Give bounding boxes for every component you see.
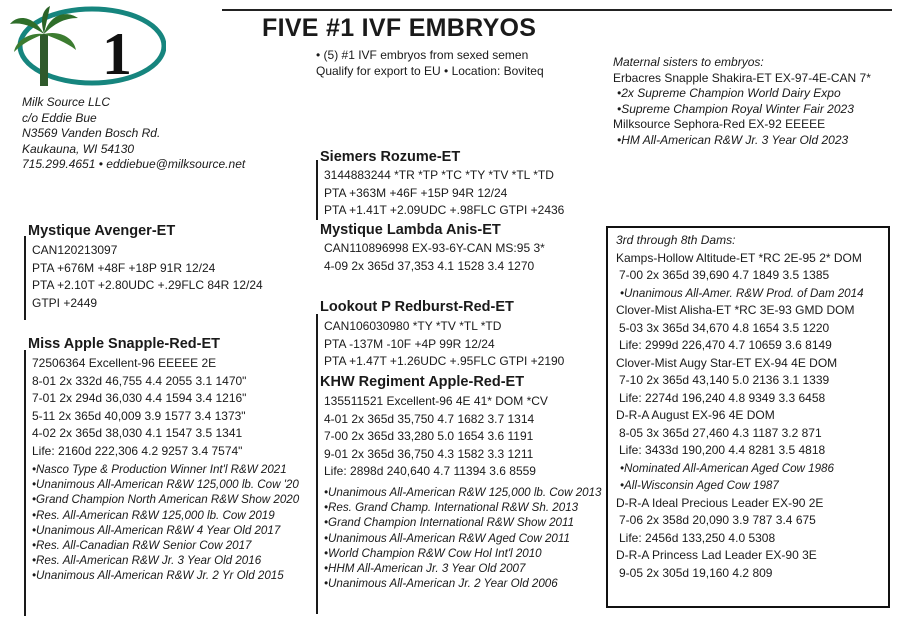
dam-3-name: Clover-Mist Augy Star-ET EX-94 4E DOM (616, 355, 838, 370)
redburst-name: Lookout P Redburst-Red-ET (320, 299, 514, 315)
dams-heading: 3rd through 8th Dams: (616, 233, 736, 247)
anis-details: CAN110896998 EX-93-6Y-CAN MS:95 3* 4-09 2x 365d 37,353 4.1 1528 3.4 1270 (324, 241, 545, 273)
snapple-awards: •Nasco Type & Production Winner Int'l R&W 2021 •Unanimous All-American R&W 125,000 lb. Cow '20 •Grand Champion North American R&W Show 2020 •Res. All-American R&W 125,000 lb. Cow 2019 •Unanimous All-American R&W 4 Year Old 2017 •Res. All-Canadian R&W Senior Cow 2017 •Res. All-American R&W Jr. 3 Year Old 2016 •Unanimous All-American R&W Jr. 2 Yr Old 2015 (32, 463, 300, 583)
regiment-records: 135511521 Excellent-96 4E 41* DOM *CV 4-01 2x 365d 35,750 4.7 1682 3.7 1314 7-00 2x 365d 33,280 5.0 1654 3.6 1191 9-01 2x 365d 36,750 4.3 1582 3.3 1211 Life: 2898d 240,640 4.7 11394 3.6 8559 (324, 394, 548, 478)
dams-list: 3rd through 8th Dams: Kamps-Hollow Altitude-ET *RC 2E-95 2* DOM 7-00 2x 365d 39,690 4.7 1849 3.5 1385 •Unanimous All-Amer. R&W Prod. of Dam 2014 Clover-Mist Alisha-ET *RC 3E-93 GMD DOM 5-03 3x 365d 34,670 4.8 1654 3.5 1220 Life: 2999d 226,470 4.7 10659 3.6 8149 Clover-Mist Augy Star-ET EX-94 4E DOM 7-10 2x 365d 43,140 5.0 2136 3.1 1339 Life: 2274d 196,240 4.8 9349 3.3 6458 D-R-A August EX-96 4E DOM 8-05 3x 365d 27,460 4.3 1187 3.2 871 Life: 3433d 190,200 4.4 8281 3.5 4818 •Nominated All-American Aged Cow 1986 •All-Wisconsin Aged Cow 1987 D-R-A Ideal Precious Leader EX-90 2E 7-06 2x 358d 20,090 3.9 787 3.4 675 Life: 2456d 133,250 4.0 5308 D-R-A Princess Lad Leader EX-90 3E 9-05 2x 305d 19,160 4.2 809 (616, 233, 864, 580)
maternal-sister-1: Erbacres Snapple Shakira-ET EX-97-4E-CAN 7* (613, 70, 871, 85)
contact-street: N3569 Vanden Bosch Rd. (22, 126, 161, 140)
maternal-heading: Maternal sisters to embryos: (613, 55, 764, 69)
header-rule (222, 9, 892, 11)
intro-block: • (5) #1 IVF embryos from sexed semen Qualify for export to EU • Location: Boviteq (316, 48, 544, 78)
rozume-details: 3144883244 *TR *TP *TC *TY *TV *TL *TD PTA +363M +46F +15P 94R 12/24 PTA +1.41T +2.09UDC +.98FLC GTPI +2436 (324, 168, 565, 217)
dam-2-name: Clover-Mist Alisha-ET *RC 3E-93 GMD DOM (616, 303, 855, 317)
rozume-bar (316, 160, 318, 220)
rozume-name: Siemers Rozume-ET (320, 149, 461, 165)
maternal-sister-2: Milksource Sephora-Red EX-92 EEEEE (613, 117, 826, 131)
contact-company: Milk Source LLC (22, 95, 111, 109)
contact-attn: c/o Eddie Bue (22, 110, 97, 125)
redburst-details: CAN106030980 *TY *TV *TL *TD PTA -137M -10F +4P 99R 12/24 PTA +1.47T +1.26UDC +.95FLC GTPI +2190 (324, 319, 565, 368)
page-title: FIVE #1 IVF EMBRYOS (262, 14, 537, 42)
dam-4-name: D-R-A August EX-96 4E DOM (616, 408, 775, 422)
avenger-details: CAN120213097 PTA +676M +48F +18P 91R 12/24 PTA +2.10T +2.80UDC +.29FLC 84R 12/24 GTPI +2449 (32, 243, 263, 310)
maternal-sisters: Maternal sisters to embryos: Erbacres Snapple Shakira-ET EX-97-4E-CAN 7* •2x Supreme Champion World Dairy Expo •Supreme Champion Royal Winter Fair 2023 Milksource Sephora-Red EX-92 EEEEE •HM All-American R&W Jr. 3 Year Old 2023 (613, 55, 871, 147)
avenger-name: Mystique Avenger-ET (28, 223, 176, 239)
palm-tree-logo (6, 6, 166, 86)
contact-block (22, 95, 245, 173)
dam-6-name: D-R-A Princess Lad Leader EX-90 3E (616, 548, 817, 562)
regiment-awards: •Unanimous All-American R&W 125,000 lb. Cow 2013 •Res. Grand Champ. International R&W Sh. 2013 •Grand Champion International R&W Show 2011 •Unanimous All-American R&W Aged Cow 2011 •World Champion R&W Cow Hol Int'l 2010 •HHM All-American Jr. 3 Year Old 2007 •Unanimous All-American Jr. 2 Year Old 2006 (324, 486, 602, 591)
avenger-bar (24, 236, 26, 320)
regiment-name: KHW Regiment Apple-Red-ET (320, 374, 525, 390)
dam-5-name: D-R-A Ideal Precious Leader EX-90 2E (616, 495, 824, 510)
snapple-bar (24, 350, 26, 616)
dam-1-name: Kamps-Hollow Altitude-ET *RC 2E-95 2* DOM (616, 250, 862, 265)
anis-name: Mystique Lambda Anis-ET (320, 222, 501, 238)
snapple-name: Miss Apple Snapple-Red-ET (28, 336, 221, 352)
redburst-bar (316, 314, 318, 614)
contact-city: Kaukauna, WI 54130 (22, 141, 135, 156)
snapple-records: 72506364 Excellent-96 EEEEE 2E 8-01 2x 332d 46,755 4.4 2055 3.1 1470" 7-01 2x 294d 36,030 4.4 1594 3.4 1216" 5-11 2x 365d 40,009 3.9 1577 3.4 1373" 4-02 2x 365d 38,030 4.1 1547 3.5 1341 Life: 2160d 222,306 4.2 9257 3.4 7574" (32, 356, 247, 458)
contact-phone-email: 715.299.4651 • eddiebue@milksource.net (22, 157, 246, 171)
logo-numeral: 1 (102, 21, 132, 86)
